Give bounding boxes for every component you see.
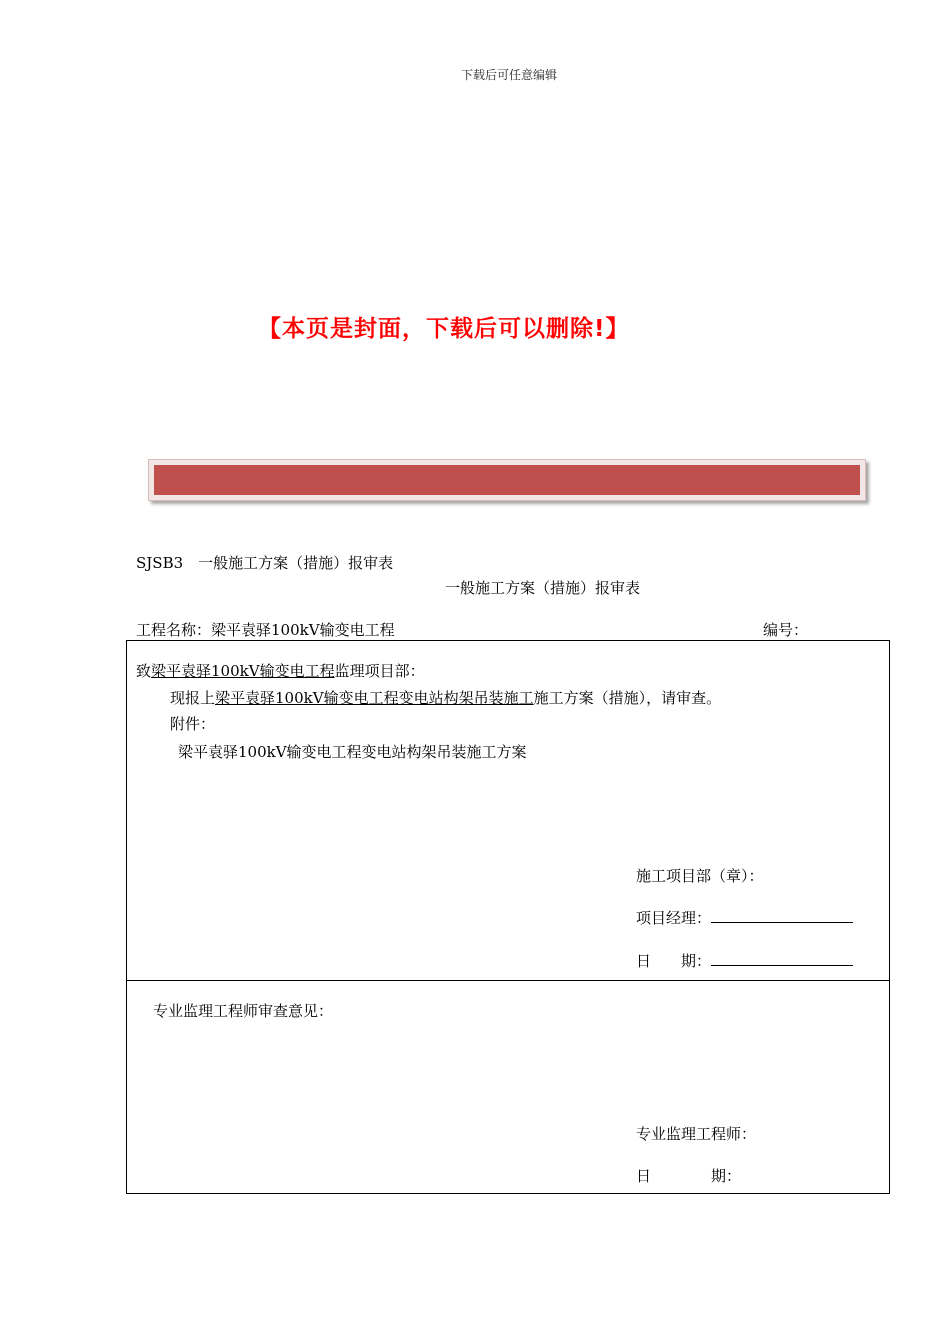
project-label: 工程名称：: [136, 621, 212, 639]
submission-suffix: 施工方案（措施），请审查。: [533, 689, 722, 707]
cover-notice: 【本页是封面，下载后可以删除!】: [258, 316, 630, 342]
form-divider: [127, 980, 889, 981]
date-label: 日 期：: [636, 952, 712, 970]
submission-item: 梁平袁驿100kV输变电工程变电站构架吊装施工: [215, 689, 534, 707]
date-line: [711, 950, 853, 966]
addressee-prefix: 致: [136, 662, 152, 680]
manager-label: 项目经理：: [636, 909, 712, 927]
construction-dept-label: 施工项目部（章）：: [636, 867, 764, 885]
addressee-org: 梁平袁驿100kV输变电工程: [151, 662, 335, 680]
date-row: [636, 950, 853, 971]
project-name-row: [136, 619, 395, 640]
addressee-line: [136, 660, 425, 681]
attachment-label: 附件：: [170, 715, 216, 733]
supervising-engineer-label: 专业监理工程师：: [636, 1125, 757, 1143]
review-date-label: 日 期：: [636, 1167, 742, 1185]
header-note: 下载后可任意编辑: [460, 68, 557, 82]
review-opinion-label: 专业监理工程师审查意见：: [153, 1002, 334, 1020]
submission-prefix: 现报上: [170, 689, 216, 707]
form-title: 一般施工方案（措施）报审表: [445, 579, 641, 597]
number-label: 编号：: [763, 621, 809, 639]
manager-row: [636, 907, 853, 928]
submission-line: [170, 687, 721, 708]
form-code-line: SJSB3 一般施工方案（措施）报审表: [136, 554, 394, 572]
decorative-banner: [148, 459, 866, 501]
attachment-item: 梁平袁驿100kV输变电工程变电站构架吊装施工方案: [178, 743, 527, 761]
project-name: 梁平袁驿100kV输变电工程: [211, 621, 395, 639]
banner-bar: [154, 465, 860, 495]
manager-signature-line: [711, 907, 853, 923]
addressee-suffix: 监理项目部：: [334, 662, 425, 680]
